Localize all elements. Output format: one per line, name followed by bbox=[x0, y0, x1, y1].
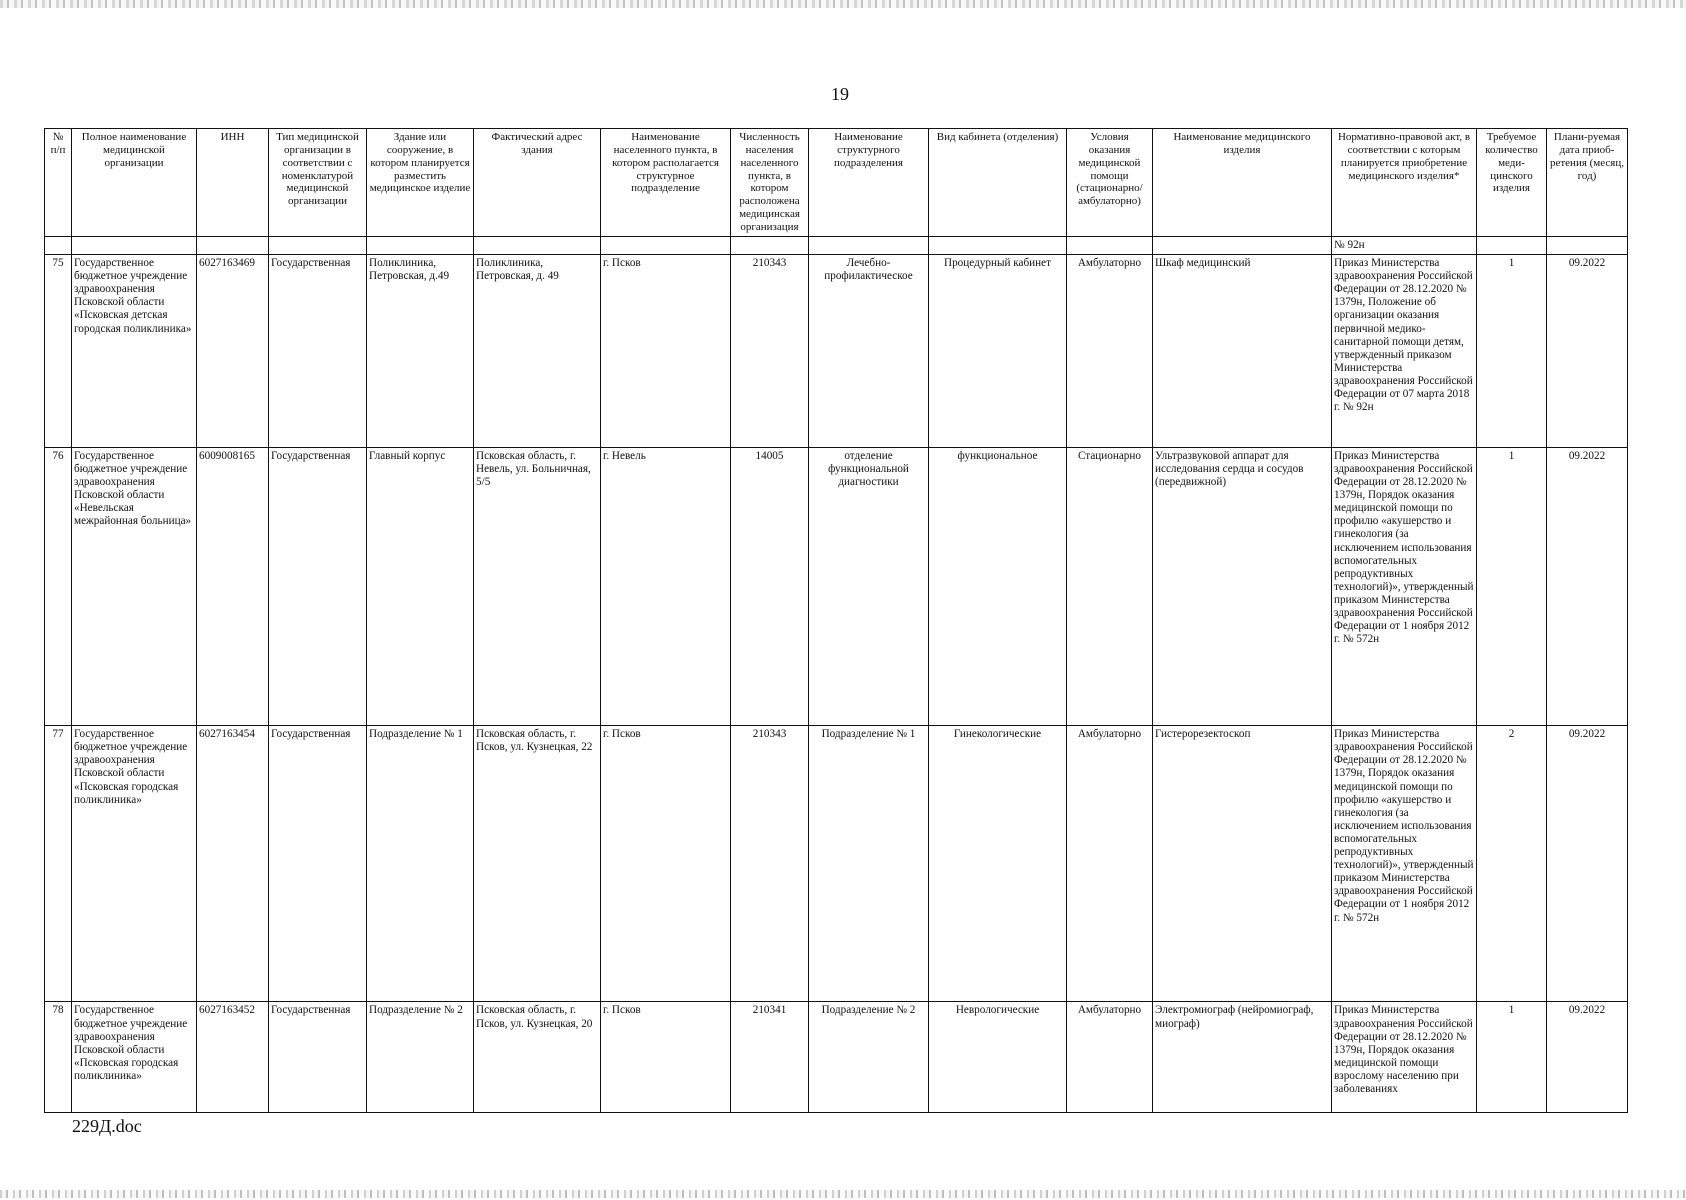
org-name: Государственное бюджетное учреждение здравоохранения Псковской области «Невельская межрайонная больница» bbox=[72, 447, 197, 725]
table-row bbox=[45, 1002, 1628, 1113]
planned-date: 09.2022 bbox=[1547, 1002, 1628, 1113]
header-cell: Полное наименование медицинской организации bbox=[72, 129, 197, 237]
subdivision: Лечебно-профилактическое bbox=[809, 255, 929, 448]
quantity: 1 bbox=[1477, 1002, 1547, 1113]
header-cell: Требуемое количество меди-цинского изделия bbox=[1477, 129, 1547, 237]
planned-date: 09.2022 bbox=[1547, 447, 1628, 725]
inn: 6009008165 bbox=[197, 447, 269, 725]
planned-date: 09.2022 bbox=[1547, 255, 1628, 448]
population: 14005 bbox=[731, 447, 809, 725]
legal-act: Приказ Министерства здравоохранения Российской Федерации от 28.12.2020 № 1379н, Порядок оказания медицинской помощи взрослому населению при заболеваниях bbox=[1332, 1002, 1477, 1113]
org-type: Государственная bbox=[269, 1002, 367, 1113]
inn: 6027163452 bbox=[197, 1002, 269, 1113]
quantity: 2 bbox=[1477, 726, 1547, 1002]
row-number: 78 bbox=[45, 1002, 72, 1113]
org-type: Государственная bbox=[269, 726, 367, 1002]
inn: 6027163469 bbox=[197, 255, 269, 448]
scan-edge-top bbox=[0, 0, 1686, 8]
locality: г. Псков bbox=[601, 1002, 731, 1113]
table-row bbox=[45, 255, 1628, 448]
address: Поликлиника, Петровская, д. 49 bbox=[474, 255, 601, 448]
conditions: Амбулаторно bbox=[1067, 255, 1153, 448]
header-cell: Тип медицинской организации в соответствии с номенклатурой медицинской организации bbox=[269, 129, 367, 237]
device: Электромиограф (нейромиограф, миограф) bbox=[1153, 1002, 1332, 1113]
page-number: 19 bbox=[831, 84, 849, 104]
building: Подразделение № 1 bbox=[367, 726, 474, 1002]
header-cell: Плани-руемая дата приоб-ретения (месяц, год) bbox=[1547, 129, 1628, 237]
population: 210343 bbox=[731, 726, 809, 1002]
header-cell: № п/п bbox=[45, 129, 72, 237]
legal-act: Приказ Министерства здравоохранения Российской Федерации от 28.12.2020 № 1379н, Положение об организации оказания первичной медико-санитарной помощи детям, утвержденный приказом Министерства здравоохранения Российской Федерации от 07 марта 2018 г. № 92н bbox=[1332, 255, 1477, 448]
conditions: Амбулаторно bbox=[1067, 1002, 1153, 1113]
header-cell: Вид кабинета (отделения) bbox=[929, 129, 1067, 237]
org-name: Государственное бюджетное учреждение здравоохранения Псковской области «Псковская городская поликлиника» bbox=[72, 726, 197, 1002]
scan-edge-bottom bbox=[0, 1190, 1686, 1198]
medical-device-table bbox=[44, 128, 1628, 1113]
device: Шкаф медицинский bbox=[1153, 255, 1332, 448]
quantity: 1 bbox=[1477, 447, 1547, 725]
table-row bbox=[45, 726, 1628, 1002]
table-row bbox=[45, 447, 1628, 725]
header-cell: Условия оказания медицинской помощи (стационарно/ амбулаторно) bbox=[1067, 129, 1153, 237]
building: Подразделение № 2 bbox=[367, 1002, 474, 1113]
planned-date: 09.2022 bbox=[1547, 726, 1628, 1002]
header-cell: Нормативно-правовой акт, в соответствии с которым планируется приобретение медицинского изделия* bbox=[1332, 129, 1477, 237]
row-number: 76 bbox=[45, 447, 72, 725]
conditions: Амбулаторно bbox=[1067, 726, 1153, 1002]
locality: г. Невель bbox=[601, 447, 731, 725]
cabinet: Гинекологические bbox=[929, 726, 1067, 1002]
carryover-cell: № 92н bbox=[1332, 236, 1477, 254]
legal-act: Приказ Министерства здравоохранения Российской Федерации от 28.12.2020 № 1379н, Порядок оказания медицинской помощи по профилю «акушерство и гинекология (за исключением использования вспомогательных репродуктивных технологий)», утвержденный приказом Министерства здравоохранения Российской Федерации от 1 ноября 2012 г. № 572н bbox=[1332, 447, 1477, 725]
population: 210341 bbox=[731, 1002, 809, 1113]
address: Псковская область, г. Невель, ул. Больничная, 5/5 bbox=[474, 447, 601, 725]
building: Главный корпус bbox=[367, 447, 474, 725]
cabinet: функциональное bbox=[929, 447, 1067, 725]
header-cell: Наименование структурного подразделения bbox=[809, 129, 929, 237]
subdivision: отделение функциональной диагностики bbox=[809, 447, 929, 725]
header-cell: Здание или сооружение, в котором планируется разместить медицинское изделие bbox=[367, 129, 474, 237]
population: 210343 bbox=[731, 255, 809, 448]
header-cell: Фактический адрес здания bbox=[474, 129, 601, 237]
carryover-row bbox=[45, 236, 1628, 254]
header-cell: Численность населения населенного пункта, в котором расположена медицинская организация bbox=[731, 129, 809, 237]
org-type: Государственная bbox=[269, 255, 367, 448]
cabinet: Процедурный кабинет bbox=[929, 255, 1067, 448]
conditions: Стационарно bbox=[1067, 447, 1153, 725]
device: Гистерорезектоскоп bbox=[1153, 726, 1332, 1002]
locality: г. Псков bbox=[601, 726, 731, 1002]
header-cell: Наименование медицинского изделия bbox=[1153, 129, 1332, 237]
footer-filename: 229Д.doc bbox=[72, 1116, 142, 1136]
row-number: 77 bbox=[45, 726, 72, 1002]
building: Поликлиника, Петровская, д.49 bbox=[367, 255, 474, 448]
header-row bbox=[45, 129, 1628, 237]
org-type: Государственная bbox=[269, 447, 367, 725]
org-name: Государственное бюджетное учреждение здравоохранения Псковской области «Псковская детская городская поликлиника» bbox=[72, 255, 197, 448]
subdivision: Подразделение № 1 bbox=[809, 726, 929, 1002]
row-number: 75 bbox=[45, 255, 72, 448]
address: Псковская область, г. Псков, ул. Кузнецкая, 20 bbox=[474, 1002, 601, 1113]
cabinet: Неврологические bbox=[929, 1002, 1067, 1113]
legal-act: Приказ Министерства здравоохранения Российской Федерации от 28.12.2020 № 1379н, Порядок оказания медицинской помощи по профилю «акушерство и гинекология (за исключением использования вспомогательных репродуктивных технологий)», утвержденный приказом Министерства здравоохранения Российской Федерации от 1 ноября 2012 г. № 572н bbox=[1332, 726, 1477, 1002]
subdivision: Подразделение № 2 bbox=[809, 1002, 929, 1113]
header-cell: Наименование населенного пункта, в котором располагается структурное подразделение bbox=[601, 129, 731, 237]
address: Псковская область, г. Псков, ул. Кузнецкая, 22 bbox=[474, 726, 601, 1002]
org-name: Государственное бюджетное учреждение здравоохранения Псковской области «Псковская городская поликлиника» bbox=[72, 1002, 197, 1113]
locality: г. Псков bbox=[601, 255, 731, 448]
quantity: 1 bbox=[1477, 255, 1547, 448]
device: Ультразвуковой аппарат для исследования сердца и сосудов (передвижной) bbox=[1153, 447, 1332, 725]
inn: 6027163454 bbox=[197, 726, 269, 1002]
header-cell: ИНН bbox=[197, 129, 269, 237]
